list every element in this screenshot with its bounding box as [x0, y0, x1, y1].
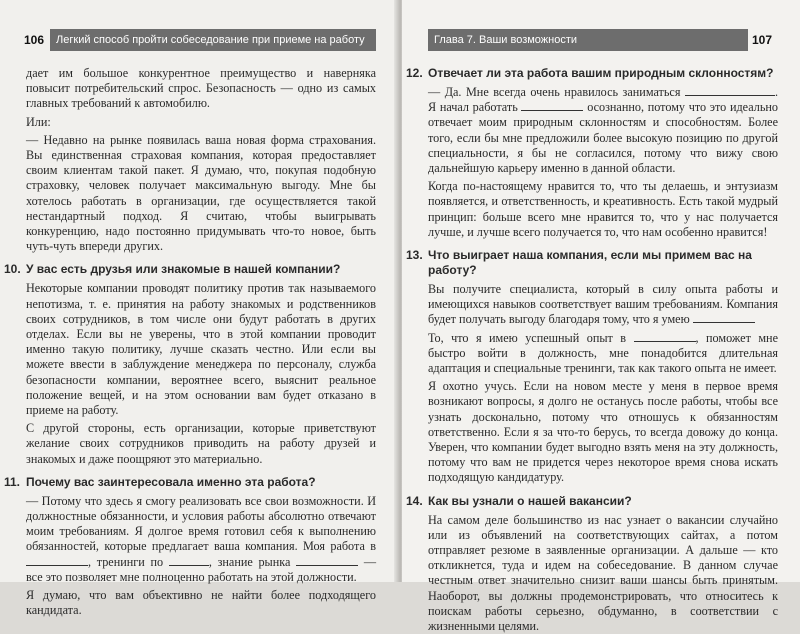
text-run: осознанно, потому что это идеально отвечает моим природным склонностям и способностям. Более того, если бы мне предложили более высокую позицию по другой специальности, я бы не согласился, потому что вижу свою дальнейшую карьеру именно в данной области.	[428, 100, 779, 176]
left-page-content	[4, 66, 377, 619]
question-title: Почему вас заинтересовала именно эта работа?	[26, 474, 316, 489]
question-number: 12.	[406, 66, 423, 80]
question-number: 11.	[4, 474, 21, 489]
question-title: У вас есть друзья или знакомые в нашей компании?	[26, 262, 341, 277]
question-number: 13.	[406, 248, 423, 263]
question-number: 14.	[406, 493, 423, 508]
text-run: , поможет мне быстро войти в должность, мне понадобится длительная адаптация и специальные тренинги, так как такого опыта не имеет.	[428, 330, 778, 376]
page-number: 107	[751, 33, 772, 47]
paragraph: Я думаю, что вам объективно не найти более подходящего кандидата.	[26, 588, 376, 618]
right-page	[402, 0, 800, 634]
running-title: Глава 7. Ваши возможности	[428, 29, 748, 51]
paragraph: На самом деле большинство из нас узнает о вакансии случайно или из объявлений на соответствующих сайтах, а потом отправляет резюме в заявленные организации. А дальше — кто откликнется, туда и идем на собеседование. В данном случае честным ответ значительно снизит ваши шансы быть принятым. Наоборот, вы должны продемонстрировать, что относитесь к поискам работы серьезно, обдуманно, в соответствии с жизненными целями.	[428, 512, 778, 634]
question-title: Как вы узнали о нашей вакансии?	[428, 493, 632, 508]
left-page	[0, 0, 398, 618]
fill-in-blank	[685, 85, 775, 96]
paragraph	[428, 85, 778, 176]
question-heading	[4, 475, 376, 490]
fill-in-blank	[693, 312, 755, 323]
right-page-content	[406, 66, 779, 634]
text-run: То, что я имею успешный опыт в	[428, 330, 627, 345]
paragraph	[428, 331, 778, 377]
page-number: 106	[24, 33, 45, 47]
right-page-header	[428, 28, 778, 52]
paragraph: Я охотно учусь. Если на новом месте у меня в первое время возникают вопросы, я долго не останусь после работы, чтобы все узнать досконально, потому что отношусь к обязанностям ответственно. Если я за что-то берусь, то всегда довожу до конца. Уверен, что компании будет выгодно взять меня на эту должность, потому что вам не придется через некоторое время снова искать подходящую кандидатуру.	[428, 379, 778, 485]
paragraph: Или:	[26, 114, 51, 129]
paragraph: — Недавно на рынке появилась ваша новая форма страхования. Вы единственная страховая компания, которая предоставляет своим клиентам такой пакет. Я думаю, что, покупая подобную страховку, человек получает максимальную выгоду. Мне бы хотелось работать в организации, где осуществляется такой нестандартный подход. Я считаю, чтобы выигрывать конкуренцию, надо постоянно придумывать что-то новое, быть чуть-чуть впереди других.	[26, 132, 376, 254]
question-heading	[406, 66, 778, 81]
paragraph: дает им большое конкурентное преимущество и наверняка повысит потребительский спрос. Безопасность — одно из самых главных требований к автомобилю.	[26, 66, 376, 111]
paragraph: С другой стороны, есть организации, которые приветствуют желание своих сотрудников приводить на работу друзей и знакомых и даже поощряют это материально.	[26, 421, 376, 466]
fill-in-blank	[296, 555, 358, 566]
question-heading	[406, 248, 778, 278]
text-run: — Потому что здесь я смогу реализовать все свои возможности. И должностные обязанности, и условия работы абсолютно отвечают моим требованиям. Я долгое время готовил себя к выполнению обязанностей, которые предлагает ваша компания. Моя работа в	[26, 493, 376, 554]
question-number: 10.	[4, 262, 21, 277]
fill-in-blank	[26, 555, 88, 566]
running-title: Легкий способ пройти собеседование при приеме на работу	[50, 29, 376, 51]
fill-in-blank	[521, 100, 583, 111]
paragraph	[428, 282, 778, 328]
text-run: , знание рынка	[208, 554, 291, 569]
text-run: — все это позволяет мне полноценно работать на этой должности.	[26, 554, 377, 584]
question-title: Отвечает ли эта работа вашим природным склонностям?	[428, 66, 774, 80]
text-run: . Я начал работать	[428, 85, 779, 115]
text-run: — Да. Мне всегда очень нравилось заниматься	[428, 85, 681, 99]
paragraph	[26, 494, 376, 585]
paragraph: Когда по-настоящему нравится то, что ты делаешь, и энтузиазм появляется, и ответственность, и креативность. Есть такой мудрый принцип: больше всего мне нравится то, что у нас получается лучше, и лучше всего получается то, что нам особенно нравится!	[428, 179, 778, 239]
question-heading	[4, 262, 376, 277]
paragraph: Некоторые компании проводят политику против так называемого непотизма, т. е. принятия на работу знакомых и родственников своих сотрудников, в том числе они будут работать в других отделах. Если вы не уверены, что в этой компании проводит именно такую политику, лучше сказать честно. Или если вы можете ввести в заблуждение менеджера по персоналу, служба безопасности компании, вероятнее всего, выяснит реальное положение вещей, и на этом основании вам будет отказано в приеме на работу.	[26, 281, 376, 418]
left-page-header	[20, 28, 376, 52]
question-title: Что выиграет наша компания, если мы примем вас на работу?	[428, 248, 752, 278]
fill-in-blank	[169, 555, 209, 566]
text-run: Вы получите специалиста, который в силу опыта работы и имеющихся навыков соответствует вашим требованиям. Компания будет получать выгоду благодаря тому, что я умею	[428, 282, 778, 327]
question-heading	[406, 494, 778, 509]
text-run: , тренинги по	[88, 554, 164, 569]
fill-in-blank	[634, 331, 696, 342]
